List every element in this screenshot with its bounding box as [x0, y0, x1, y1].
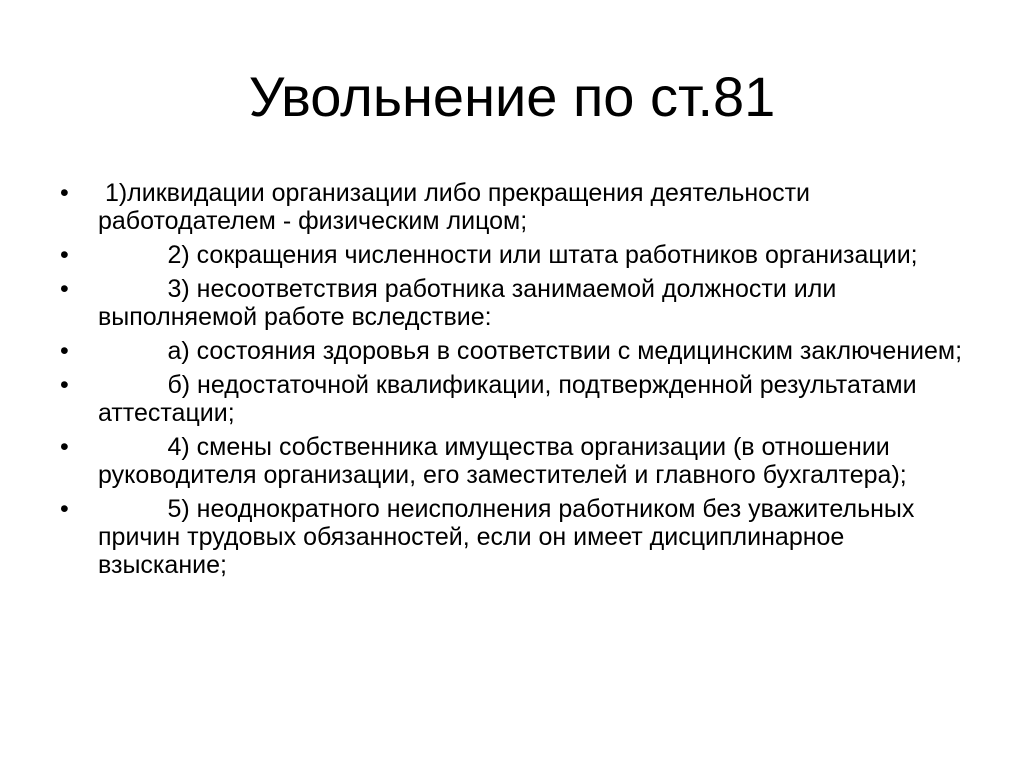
list-item [0, 433, 1024, 489]
bullet-icon: • [60, 179, 69, 207]
bullet-list [0, 179, 1024, 585]
bullet-icon: • [60, 241, 69, 269]
list-item-text: а) состояния здоровья в соответствии с медицинским заключением; [98, 337, 963, 365]
list-item [0, 337, 1024, 365]
list-item [0, 371, 1024, 427]
bullet-icon: • [60, 433, 69, 461]
list-item-text: 5) неоднократного неисполнения работником без уважительных причин трудовых обязанностей, если он имеет дисциплинарное взыскание; [98, 495, 922, 579]
bullet-icon: • [60, 337, 69, 365]
list-item-text: 3) несоответствия работника занимаемой должности или выполняемой работе вследствие: [98, 275, 844, 331]
bullet-icon: • [60, 275, 69, 303]
list-item [0, 275, 1024, 331]
list-item [0, 495, 1024, 579]
bullet-icon: • [60, 371, 69, 399]
slide-title: Увольнение по ст.81 [248, 65, 776, 128]
bullet-icon: • [60, 495, 69, 523]
list-item-text: 4) смены собственника имущества организации (в отношении руководителя организации, его заместителей и главного бухгалтера); [98, 433, 907, 489]
list-item-text: б) недостаточной квалификации, подтвержденной результатами аттестации; [98, 371, 924, 427]
list-item [0, 241, 1024, 269]
list-item [0, 179, 1024, 235]
list-item-text: 2) сокращения численности или штата работников организации; [98, 241, 918, 269]
list-item-text: 1)ликвидации организации либо прекращения деятельности работодателем - физическим лицом; [98, 179, 817, 235]
